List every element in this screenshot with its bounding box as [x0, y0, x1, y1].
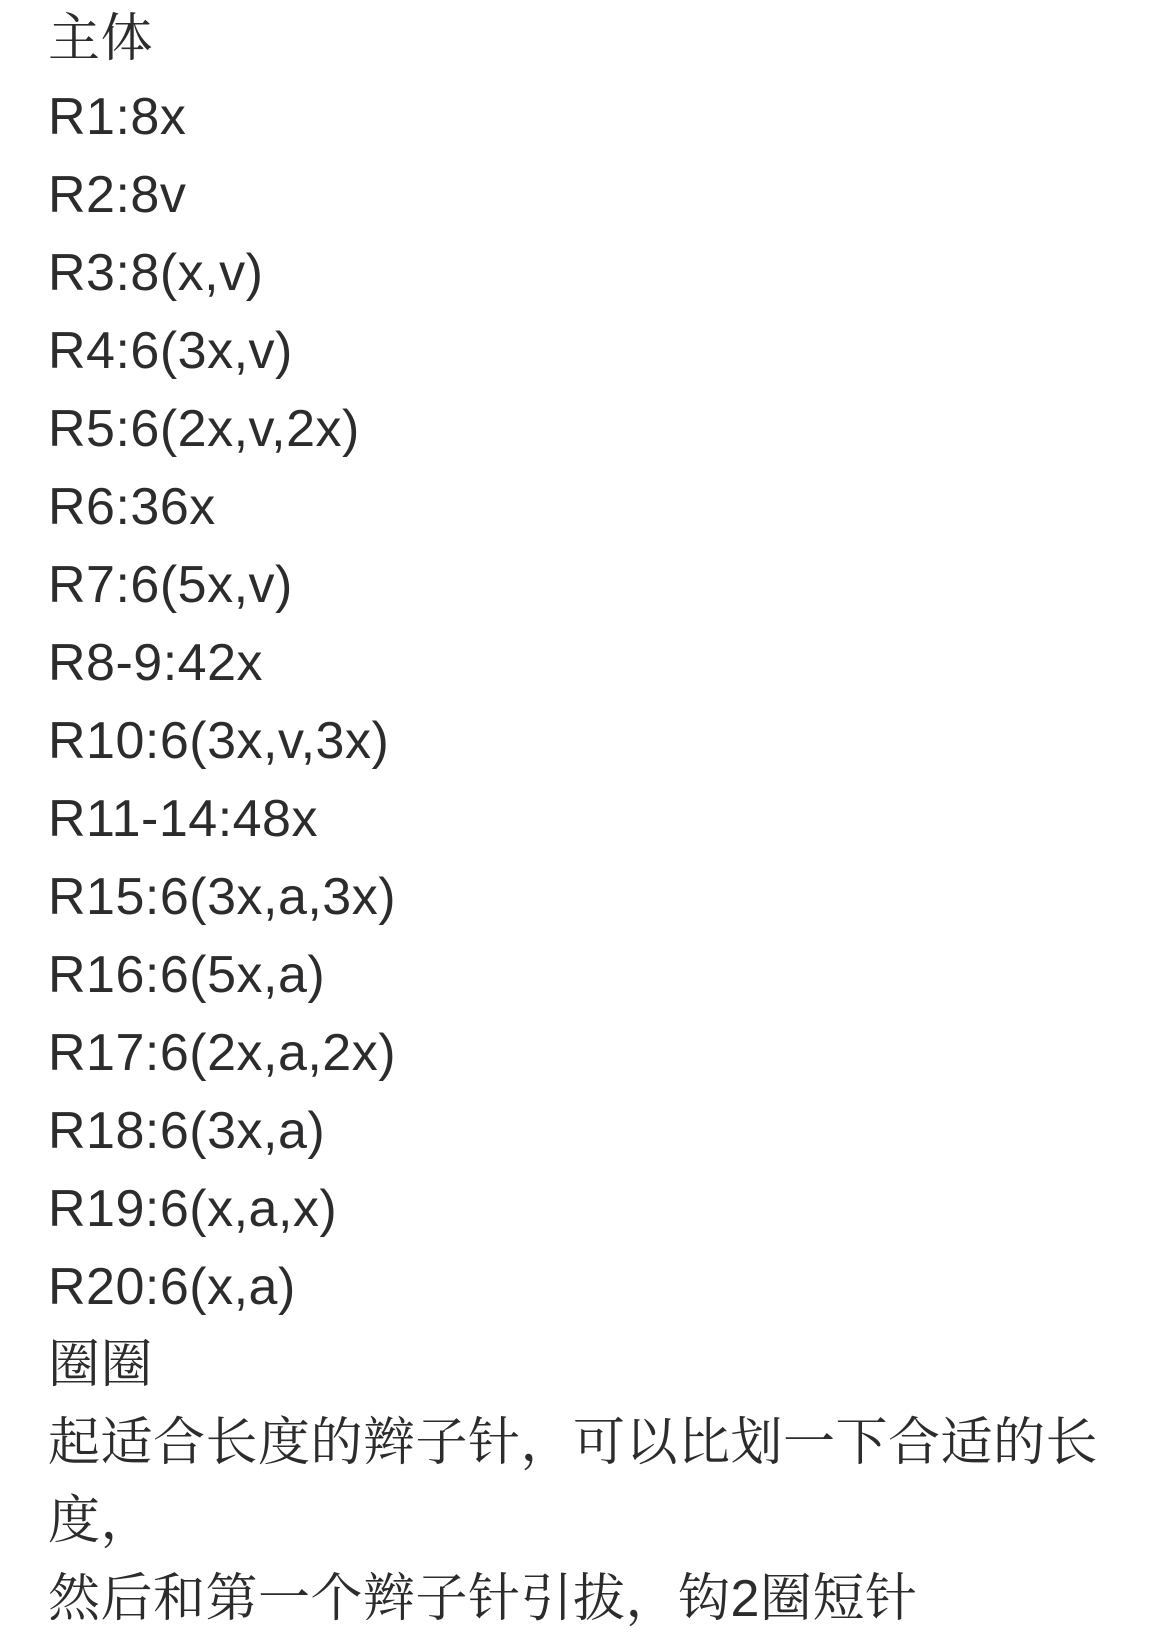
text-line-row: R10:6(3x,v,3x): [48, 712, 390, 770]
text-line-row: R1:8x: [48, 88, 187, 146]
text-line-heading: 圈圈: [48, 1336, 154, 1394]
text-line-row: R11-14:48x: [48, 790, 318, 848]
text-line-note: 度，: [48, 1492, 154, 1550]
text-line-row: R5:6(2x,v,2x): [48, 400, 360, 458]
text-line-row: R17:6(2x,a,2x): [48, 1024, 397, 1082]
text-line-row: R16:6(5x,a): [48, 946, 326, 1004]
text-line-row: R7:6(5x,v): [48, 556, 293, 614]
text-line-row: R8-9:42x: [48, 634, 263, 692]
pattern-lines: [48, 0, 1122, 1636]
text-line-row: R19:6(x,a,x): [48, 1180, 338, 1238]
text-line-row: R4:6(3x,v): [48, 322, 293, 380]
text-line-row: R15:6(3x,a,3x): [48, 868, 397, 926]
text-line-row: R2:8v: [48, 166, 187, 224]
text-line-row: R3:8(x,v): [48, 244, 264, 302]
text-line-heading: 主体: [48, 10, 154, 68]
text-line-row: R6:36x: [48, 478, 216, 536]
text-line-note: 然后和第一个辫子针引拔，钩2圈短针: [48, 1570, 918, 1628]
text-line-row: R18:6(3x,a): [48, 1102, 326, 1160]
text-line-row: R20:6(x,a): [48, 1258, 296, 1316]
text-line-note: 起适合长度的辫子针，可以比划一下合适的长: [48, 1414, 1099, 1472]
